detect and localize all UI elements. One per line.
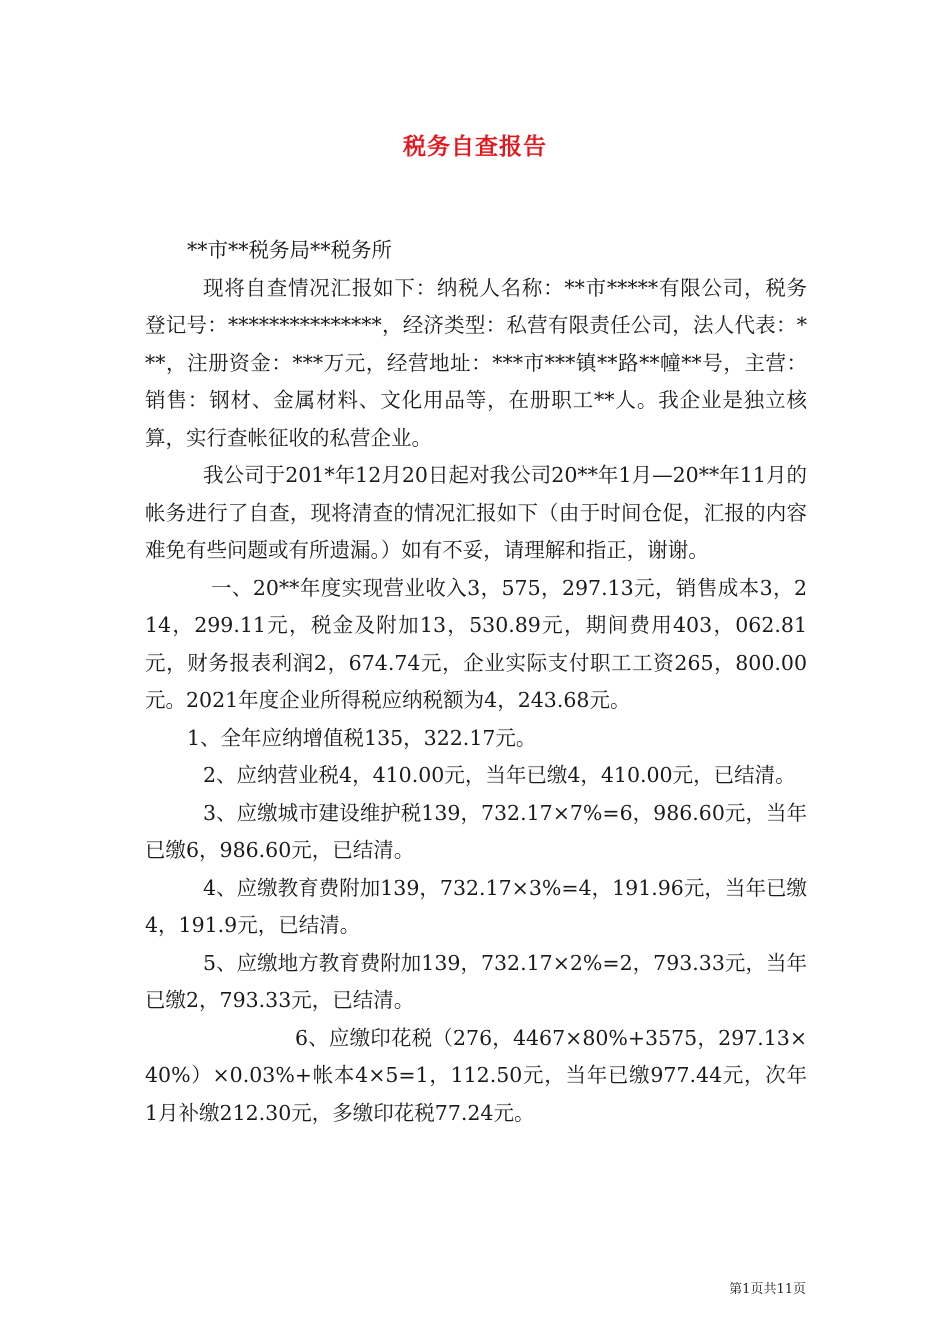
- paragraph-self-check-intro: 我公司于201*年12月20日起对我公司20**年1月—20**年11月的帐务进行了自查，现将清查的情况汇报如下（由于时间仓促，汇报的内容难免有些问题或有所遗漏。）如有不妥，请理解和指正，谢谢。: [145, 463, 807, 562]
- paragraph-company-info: 现将自查情况汇报如下：纳税人名称：**市*****有限公司，税务登记号：***************，经济类型：私营有限责任公司，法人代表：***，注册资金：***万元，经营地址：***市***镇**路**幢**号，主营：销售：钢材、金属材料、文化用品等，在册职工**人。我企业是独立核算，实行查帐征收的私营企业。: [145, 275, 807, 450]
- paragraph-item-3-urban-tax: 3、应缴城市建设维护税139，732.17×7%=6，986.60元，当年已缴6，986.60元，已结清。: [145, 800, 807, 862]
- document-body: [145, 232, 807, 1132]
- paragraph-annual-summary: 一、20**年度实现营业收入3，575，297.13元，销售成本3，214，299.11元，税金及附加13，530.89元，期间费用403，062.81元，财务报表利润2，674.74元，企业实际支付职工工资265，800.00元。2021年度企业所得税应纳税额为4，243.68元。: [145, 575, 807, 712]
- page-indicator: 第1页共11页: [729, 1282, 806, 1297]
- addressee-line: **市**税务局**税务所: [187, 238, 392, 262]
- paragraph-item-4-education-surcharge: 4、应缴教育费附加139，732.17×3%=4，191.96元，当年已缴4，191.9元，已结清。: [145, 875, 807, 937]
- document-title: 税务自查报告: [403, 134, 547, 160]
- paragraph-item-5-local-education: 5、应缴地方教育费附加139，732.17×2%=2，793.33元，当年已缴2，793.33元，已结清。: [145, 950, 807, 1012]
- paragraph-item-6-stamp-tax: 6、应缴印花税（276，4467×80%+3575，297.13×40%）×0.03%+帐本4×5=1，112.50元，当年已缴977.44元，次年1月补缴212.30元，多缴印花税77.24元。: [145, 1025, 807, 1125]
- paragraph-item-1-vat: 1、全年应纳增值税135，322.17元。: [187, 725, 537, 750]
- paragraph-item-2-business-tax: 2、应纳营业税4，410.00元，当年已缴4，410.00元，已结清。: [203, 763, 796, 787]
